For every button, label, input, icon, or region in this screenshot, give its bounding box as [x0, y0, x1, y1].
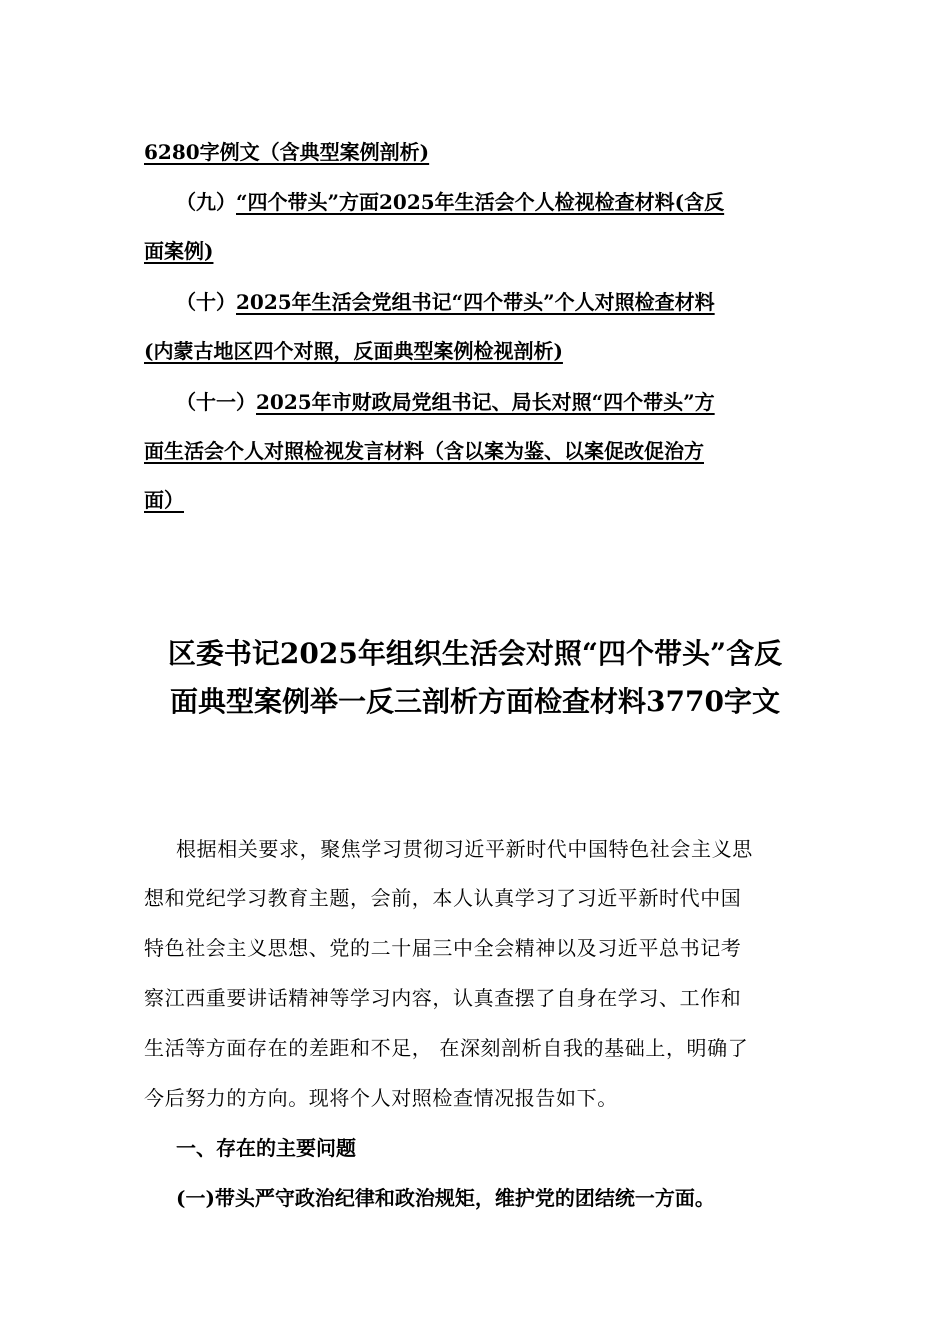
- toc-item-11-line2[interactable]: [144, 438, 704, 464]
- toc-item-number: （九）: [176, 190, 236, 214]
- paragraph-line: 根据相关要求，聚焦学习贯彻习近平新时代中国特色社会主义思: [176, 837, 753, 861]
- document-title-line1: 区委书记2025年组织生活会对照“四个带头”含反: [167, 637, 783, 670]
- toc-item-9-line2[interactable]: [144, 238, 213, 264]
- toc-item-11-line3[interactable]: [144, 487, 184, 513]
- subsection-heading: (一)带头严守政治纪律和政治规矩，维护党的团结统一方面。: [176, 1186, 715, 1210]
- toc-link[interactable]: (内蒙古地区四个对照，反面典型案例检视剖析): [144, 339, 563, 363]
- toc-item-10-line2[interactable]: [144, 338, 563, 364]
- toc-link[interactable]: 6280字例文（含典型案例剖析): [144, 140, 430, 164]
- toc-item-9[interactable]: [176, 189, 724, 215]
- toc-link[interactable]: 2025年市财政局党组书记、局长对照“四个带头”方: [256, 390, 715, 414]
- paragraph-line: 特色社会主义思想、党的二十届三中全会精神以及习近平总书记考: [144, 936, 742, 960]
- paragraph-line: 今后努力的方向。现将个人对照检查情况报告如下。: [144, 1086, 618, 1110]
- toc-item-number: （十）: [176, 290, 236, 314]
- toc-item-10[interactable]: [176, 289, 715, 315]
- section-heading: 一、存在的主要问题: [176, 1136, 356, 1160]
- paragraph-line: 察江西重要讲话精神等学习内容，认真查摆了自身在学习、工作和: [144, 986, 742, 1010]
- toc-link[interactable]: 面案例): [144, 239, 214, 263]
- toc-link[interactable]: “四个带头”方面2025年生活会个人检视检查材料(含反: [236, 190, 725, 214]
- toc-link[interactable]: 2025年生活会党组书记“四个带头”个人对照检查材料: [236, 290, 715, 314]
- toc-link[interactable]: 面生活会个人对照检视发言材料（含以案为鉴、以案促改促治方: [144, 439, 704, 463]
- document-title-line2: 面典型案例举一反三剖析方面检查材料3770字文: [170, 685, 780, 718]
- toc-item-11[interactable]: [176, 389, 715, 415]
- paragraph-line: 生活等方面存在的差距和不足， 在深刻剖析自我的基础上，明确了: [144, 1036, 749, 1060]
- paragraph-line: 想和党纪学习教育主题，会前，本人认真学习了习近平新时代中国: [144, 886, 742, 910]
- toc-link[interactable]: 面）: [144, 488, 184, 512]
- toc-item-number: （十一）: [176, 390, 256, 414]
- toc-item-8-continuation[interactable]: [144, 139, 429, 165]
